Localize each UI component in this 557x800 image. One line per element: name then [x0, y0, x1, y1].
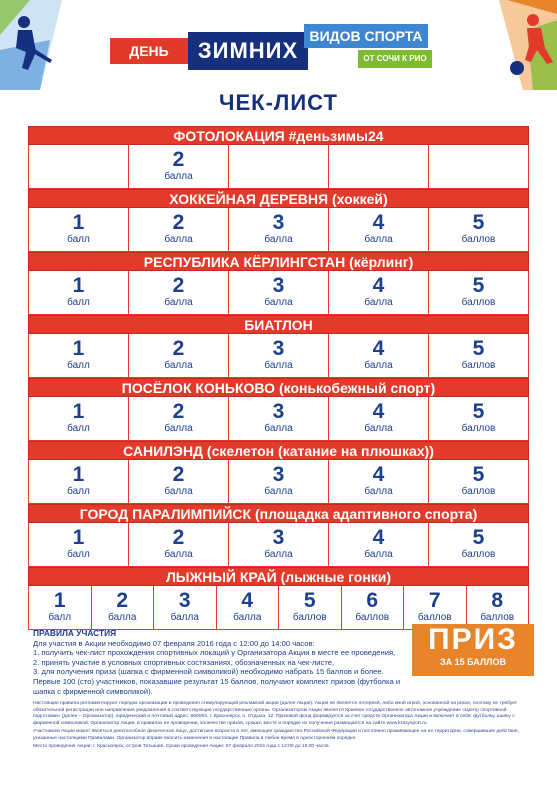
- points-value: 1: [72, 526, 85, 549]
- points-row: [28, 460, 529, 504]
- legal-paragraph: Место проведения Акции: г. Красноярск, остров Татышев. Сроки проведения Акции: 07 февраля 2016 года с 12:00 до 15:00 часов.: [33, 744, 330, 749]
- points-cell: [229, 145, 329, 189]
- points-unit: балла: [233, 612, 262, 623]
- points-unit: балла: [364, 234, 393, 245]
- points-unit: баллов: [461, 423, 496, 434]
- points-cell: [29, 208, 129, 252]
- banner-sochi-label: ОТ СОЧИ К РИО: [358, 50, 432, 68]
- points-unit: балл: [67, 486, 90, 497]
- points-cell: [217, 586, 280, 630]
- rules-line: 1. получить чек-лист прохождения спортивных локаций у Организатора Акции в месте ее проведения,: [33, 648, 396, 658]
- points-cell: [129, 334, 229, 378]
- points-cell: [92, 586, 155, 630]
- points-unit: балла: [164, 360, 193, 371]
- points-cell: [29, 334, 129, 378]
- points-unit: балл: [67, 234, 90, 245]
- points-cell: [229, 208, 329, 252]
- points-unit: балл: [67, 549, 90, 560]
- points-cell: [329, 208, 429, 252]
- points-cell: [429, 397, 529, 441]
- points-cell: [329, 271, 429, 315]
- points-cell: [329, 397, 429, 441]
- banner-day-label: ДЕНЬ: [110, 38, 188, 64]
- points-unit: балла: [164, 171, 193, 182]
- points-value: 5: [472, 211, 485, 234]
- points-value: 3: [178, 589, 191, 612]
- points-row: [28, 145, 529, 189]
- points-value: 2: [172, 337, 185, 360]
- points-row: [28, 397, 529, 441]
- points-cell: [29, 586, 92, 630]
- points-value: 2: [172, 400, 185, 423]
- points-unit: балла: [264, 234, 293, 245]
- section-header: ХОККЕЙНАЯ ДЕРЕВНЯ (хоккей): [28, 189, 529, 208]
- points-unit: балла: [264, 297, 293, 308]
- points-cell: [229, 397, 329, 441]
- section-header: ЛЫЖНЫЙ КРАЙ (лыжные гонки): [28, 567, 529, 586]
- points-unit: балла: [164, 423, 193, 434]
- points-unit: баллов: [355, 612, 390, 623]
- points-row: [28, 208, 529, 252]
- points-unit: баллов: [480, 612, 515, 623]
- points-cell: [129, 145, 229, 189]
- legal-text: [33, 701, 529, 753]
- section-header: БИАТЛОН: [28, 315, 529, 334]
- hockey-player-icon: [0, 0, 70, 90]
- points-value: 2: [172, 148, 185, 171]
- points-unit: балла: [364, 423, 393, 434]
- points-value: 4: [372, 337, 385, 360]
- points-unit: баллов: [461, 549, 496, 560]
- points-value: 5: [472, 526, 485, 549]
- points-cell: [329, 145, 429, 189]
- points-cell: [29, 460, 129, 504]
- points-unit: балла: [164, 486, 193, 497]
- points-value: 5: [472, 337, 485, 360]
- points-cell: [129, 460, 229, 504]
- points-row: [28, 334, 529, 378]
- points-unit: баллов: [461, 234, 496, 245]
- points-unit: балла: [164, 234, 193, 245]
- banner-winter-label: ЗИМНИХ: [188, 32, 308, 70]
- prize-badge: [412, 624, 534, 676]
- points-unit: балла: [264, 360, 293, 371]
- points-value: 4: [372, 211, 385, 234]
- points-value: 5: [303, 589, 316, 612]
- points-value: 1: [72, 400, 85, 423]
- points-value: 5: [472, 463, 485, 486]
- points-value: 3: [272, 274, 285, 297]
- points-value: 2: [172, 211, 185, 234]
- points-cell: [29, 523, 129, 567]
- points-value: 4: [241, 589, 254, 612]
- points-unit: балла: [264, 549, 293, 560]
- points-value: 7: [428, 589, 441, 612]
- rules-line: Для участия в Акции необходимо 07 февраля 2016 года с 12:00 до 14:00 часов:: [33, 638, 315, 648]
- points-value: 1: [72, 274, 85, 297]
- points-value: 3: [272, 400, 285, 423]
- points-value: 4: [372, 274, 385, 297]
- points-value: 5: [472, 400, 485, 423]
- points-row: [28, 271, 529, 315]
- football-player-icon: [487, 0, 557, 90]
- points-value: 1: [72, 211, 85, 234]
- points-cell: [429, 145, 529, 189]
- points-value: 4: [372, 400, 385, 423]
- points-cell: [429, 334, 529, 378]
- points-unit: балла: [164, 549, 193, 560]
- points-cell: [329, 523, 429, 567]
- rules-line: 2. принять участие в условных спортивных состязаниях, обозначенных на чек-листе,: [33, 657, 335, 667]
- points-cell: [129, 523, 229, 567]
- points-unit: баллов: [461, 486, 496, 497]
- points-cell: [279, 586, 342, 630]
- points-value: 1: [53, 589, 66, 612]
- points-unit: балла: [364, 549, 393, 560]
- points-value: 2: [172, 463, 185, 486]
- points-value: 1: [72, 463, 85, 486]
- points-unit: баллов: [292, 612, 327, 623]
- points-cell: [229, 460, 329, 504]
- points-cell: [429, 271, 529, 315]
- points-cell: [29, 145, 129, 189]
- points-cell: [129, 271, 229, 315]
- points-value: 3: [272, 337, 285, 360]
- checklist-grid: [28, 126, 529, 630]
- points-unit: баллов: [461, 360, 496, 371]
- legal-paragraph: Настоящие правила регламентируют порядок организации и проведения стимулирующей рекламной акции (далее Акция). Акция не является лотереей, либо иной игрой, основанной на риске, поэтому не требует обязательной регистрации или направления уведомления в соответствующие государственные органы. Организатором Акции является Краевое государственное автономное учреждение «Центр спортивной подготовки» (далее – Организатор), юридический и почтовый адрес: 660093, г. Красноярск, о. Отдыха, 12. Призовой фонд формируется за счет средств Организатора Акции и включает в себя: футболку, шапку с фирменной символикой. Организатор Акции, в правилах ее проведении, количестве призов, сроках, месте и порядке их получения размещается на сайте www.krasysport.ru: [33, 701, 518, 726]
- points-cell: [429, 208, 529, 252]
- points-cell: [129, 397, 229, 441]
- points-cell: [329, 460, 429, 504]
- points-unit: балла: [164, 297, 193, 308]
- points-unit: баллов: [417, 612, 452, 623]
- points-row: [28, 523, 529, 567]
- points-cell: [229, 334, 329, 378]
- points-unit: балла: [364, 360, 393, 371]
- points-unit: балла: [364, 486, 393, 497]
- points-unit: балл: [67, 423, 90, 434]
- points-cell: [29, 397, 129, 441]
- points-value: 8: [491, 589, 504, 612]
- points-unit: балл: [67, 360, 90, 371]
- points-cell: [229, 271, 329, 315]
- points-unit: балла: [264, 423, 293, 434]
- points-value: 3: [272, 211, 285, 234]
- points-unit: балла: [364, 297, 393, 308]
- section-header: ГОРОД ПАРАЛИМПИЙСК (площадка адаптивного спорта): [28, 504, 529, 523]
- points-value: 4: [372, 463, 385, 486]
- points-value: 3: [272, 526, 285, 549]
- points-unit: балла: [264, 486, 293, 497]
- points-cell: [29, 271, 129, 315]
- points-unit: балла: [170, 612, 199, 623]
- points-unit: балл: [48, 612, 72, 623]
- section-header: ПОСЁЛОК КОНЬКОВО (конькобежный спорт): [28, 378, 529, 397]
- rules-title: ПРАВИЛА УЧАСТИЯ: [33, 628, 117, 638]
- section-header: САНИЛЭНД (скелетон (катание на плюшках)): [28, 441, 529, 460]
- page-title: ЧЕК-ЛИСТ: [219, 90, 338, 115]
- prize-subtitle: ЗА 15 БАЛЛОВ: [439, 657, 506, 667]
- points-cell: [329, 334, 429, 378]
- points-cell: [154, 586, 217, 630]
- points-value: 3: [272, 463, 285, 486]
- points-value: 2: [172, 526, 185, 549]
- points-value: 1: [72, 337, 85, 360]
- points-cell: [129, 208, 229, 252]
- legal-paragraph: Участником Акции может являться дееспособное физическое лицо, достигшее возраста 6 лет, имеющее гражданство Российской Федерации и постоянно проживающее на ее территории, совершившее действия, указанные настоящими Правилами. Организатор вправе вносить изменения в настоящие Правила в любое время в одностороннем порядке.: [33, 729, 519, 741]
- banner-sports-label: ВИДОВ СПОРТА: [304, 24, 428, 48]
- section-header: ФОТОЛОКАЦИЯ #деньзимы24: [28, 126, 529, 145]
- points-cell: [429, 460, 529, 504]
- points-value: 2: [116, 589, 129, 612]
- rules-block: [33, 629, 405, 696]
- prize-title: ПРИЗ: [428, 623, 518, 656]
- header-banner: [0, 0, 557, 90]
- rules-line: 3. для получения приза (шапка с фирменной символикой) необходимо набрать 15 баллов и более.: [33, 667, 384, 677]
- points-unit: балла: [108, 612, 137, 623]
- points-value: 5: [472, 274, 485, 297]
- points-unit: баллов: [461, 297, 496, 308]
- section-header: РЕСПУБЛИКА КЁРЛИНГСТАН (кёрлинг): [28, 252, 529, 271]
- points-value: 4: [372, 526, 385, 549]
- points-value: 2: [172, 274, 185, 297]
- rules-line: Первые 100 (сто) участников, показавшие результат 15 баллов, получают комплект призов (футболка и шапка с фирменной символикой).: [33, 676, 401, 696]
- points-cell: [229, 523, 329, 567]
- points-unit: балл: [67, 297, 90, 308]
- points-cell: [342, 586, 405, 630]
- points-cell: [429, 523, 529, 567]
- points-value: 6: [366, 589, 379, 612]
